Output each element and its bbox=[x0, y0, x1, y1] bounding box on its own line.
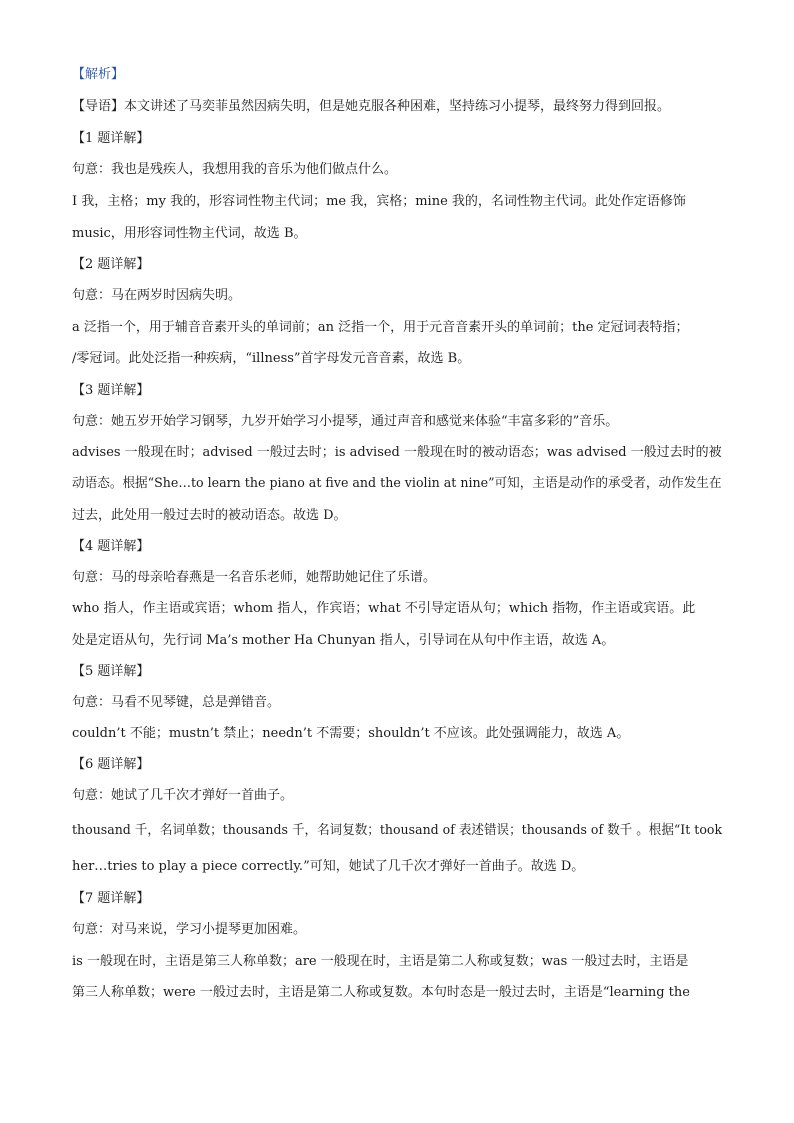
guide-text: 【导语】本文讲述了马奕菲虽然因病失明，但是她克服各种困难，坚持练习小提琴，最终努力得到回报。 bbox=[72, 99, 671, 114]
analysis-label: 【解析】 bbox=[72, 67, 125, 82]
q1-explanation-line-2: music，用形容词性物主代词，故选 B。 bbox=[72, 226, 307, 241]
q3-explanation-line-2: 动语态。根据“She…to learn the piano at five and the violin at nine”可知，主语是动作的承受者，动作发生在 bbox=[72, 476, 722, 491]
q3-meaning: 句意：她五岁开始学习钢琴，九岁开始学习小提琴，通过声音和感觉来体验“丰富多彩的”音乐。 bbox=[72, 414, 619, 429]
q4-explanation-line-1: who 指人，作主语或宾语；whom 指人，作宾语；what 不引导定语从句；which 指物，作主语或宾语。此 bbox=[72, 601, 696, 616]
q1-meaning: 句意：我也是残疾人，我想用我的音乐为他们做点什么。 bbox=[72, 162, 398, 177]
q6-explanation-line-2: her…tries to play a piece correctly.”可知，她试了几千次才弹好一首曲子。故选 D。 bbox=[72, 859, 585, 874]
q4-heading: 【4 题详解】 bbox=[72, 539, 150, 554]
q2-heading: 【2 题详解】 bbox=[72, 257, 150, 272]
q5-heading: 【5 题详解】 bbox=[72, 664, 150, 679]
q5-meaning: 句意：马看不见琴键，总是弹错音。 bbox=[72, 695, 281, 710]
q1-heading: 【1 题详解】 bbox=[72, 131, 150, 146]
q2-explanation-line-2: /零冠词。此处泛指一种疾病，“illness”首字母发元音音素，故选 B。 bbox=[72, 351, 471, 366]
q4-explanation-line-2: 处是定语从句，先行词 Ma’s mother Ha Chunyan 指人，引导词在从句中作主语，故选 A。 bbox=[72, 633, 615, 648]
q1-explanation-line-1: I 我，主格；my 我的，形容词性物主代词；me 我，宾格；mine 我的，名词性物主代词。此处作定语修饰 bbox=[72, 194, 686, 209]
q3-heading: 【3 题详解】 bbox=[72, 383, 150, 398]
q7-explanation-line-2: 第三人称单数；were 一般过去时，主语是第二人称或复数。本句时态是一般过去时，主语是“learning the bbox=[72, 985, 690, 1000]
q3-explanation-line-3: 过去，此处用一般过去时的被动语态。故选 D。 bbox=[72, 508, 347, 523]
q6-explanation-line-1: thousand 千，名词单数；thousands 千，名词复数；thousand of 表述错误；thousands of 数千 。根据“It took bbox=[72, 823, 723, 838]
q7-meaning: 句意：对马来说，学习小提琴更加困难。 bbox=[72, 922, 307, 937]
q3-explanation-line-1: advises 一般现在时；advised 一般过去时；is advised 一般现在时的被动语态；was advised 一般过去时的被 bbox=[72, 445, 722, 460]
q2-explanation-line-1: a 泛指一个，用于辅音音素开头的单词前；an 泛指一个，用于元音音素开头的单词前；the 定冠词表特指； bbox=[72, 320, 689, 335]
q4-meaning: 句意：马的母亲哈春燕是一名音乐老师，她帮助她记住了乐谱。 bbox=[72, 570, 437, 585]
q6-heading: 【6 题详解】 bbox=[72, 757, 150, 772]
q6-meaning: 句意：她试了几千次才弹好一首曲子。 bbox=[72, 788, 294, 803]
q5-explanation-line-1: couldn’t 不能；mustn’t 禁止；needn’t 不需要；shouldn’t 不应该。此处强调能力，故选 A。 bbox=[72, 726, 630, 741]
q7-explanation-line-1: is 一般现在时，主语是第三人称单数；are 一般现在时，主语是第二人称或复数；was 一般过去时，主语是 bbox=[72, 954, 689, 969]
q7-heading: 【7 题详解】 bbox=[72, 891, 150, 906]
q2-meaning: 句意：马在两岁时因病失明。 bbox=[72, 288, 242, 303]
